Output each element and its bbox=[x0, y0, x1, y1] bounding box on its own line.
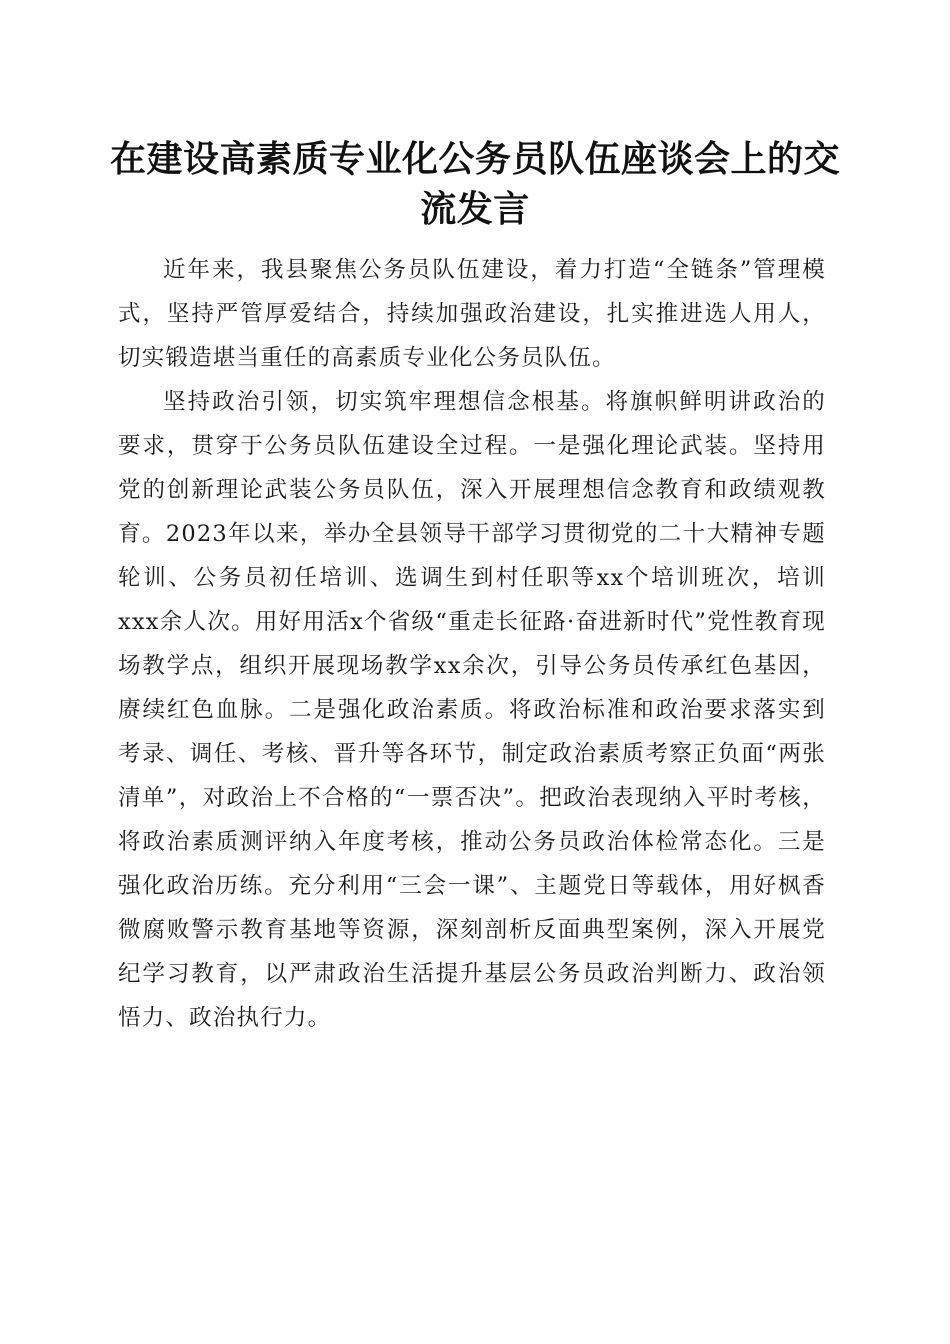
document-body bbox=[118, 248, 826, 1040]
paragraph-political-leadership: 坚持政治引领，切实筑牢理想信念根基。将旗帜鲜明讲政治的要求，贯穿于公务员队伍建设全过程。一是强化理论武装。坚持用党的创新理论武装公务员队伍，深入开展理想信念教育和政绩观教育。2023年以来，举办全县领导干部学习贯彻党的二十大精神专题轮训、公务员初任培训、选调生到村任职等xx个培训班次，培训xxx余人次。用好用活x个省级“重走长征路·奋进新时代”党性教育现场教学点，组织开展现场教学xx余次，引导公务员传承红色基因，赓续红色血脉。二是强化政治素质。将政治标准和政治要求落实到考录、调任、考核、晋升等各环节，制定政治素质考察正负面“两张清单”，对政治上不合格的“一票否决”。把政治表现纳入平时考核，将政治素质测评纳入年度考核，推动公务员政治体检常态化。三是强化政治历练。充分利用“三会一课”、主题党日等载体，用好枫香微腐败警示教育基地等资源，深刻剖析反面典型案例，深入开展党纪学习教育，以严肃政治生活提升基层公务员政治判断力、政治领悟力、政治执行力。 bbox=[118, 389, 826, 1031]
document-title: 在建设高素质专业化公务员队伍座谈会上的交流发言 bbox=[110, 138, 841, 230]
paragraph-intro: 近年来，我县聚焦公务员队伍建设，着力打造“全链条”管理模式，坚持严管厚爱结合，持续加强政治建设，扎实推进选人用人，切实锻造堪当重任的高素质专业化公务员队伍。 bbox=[118, 257, 826, 371]
